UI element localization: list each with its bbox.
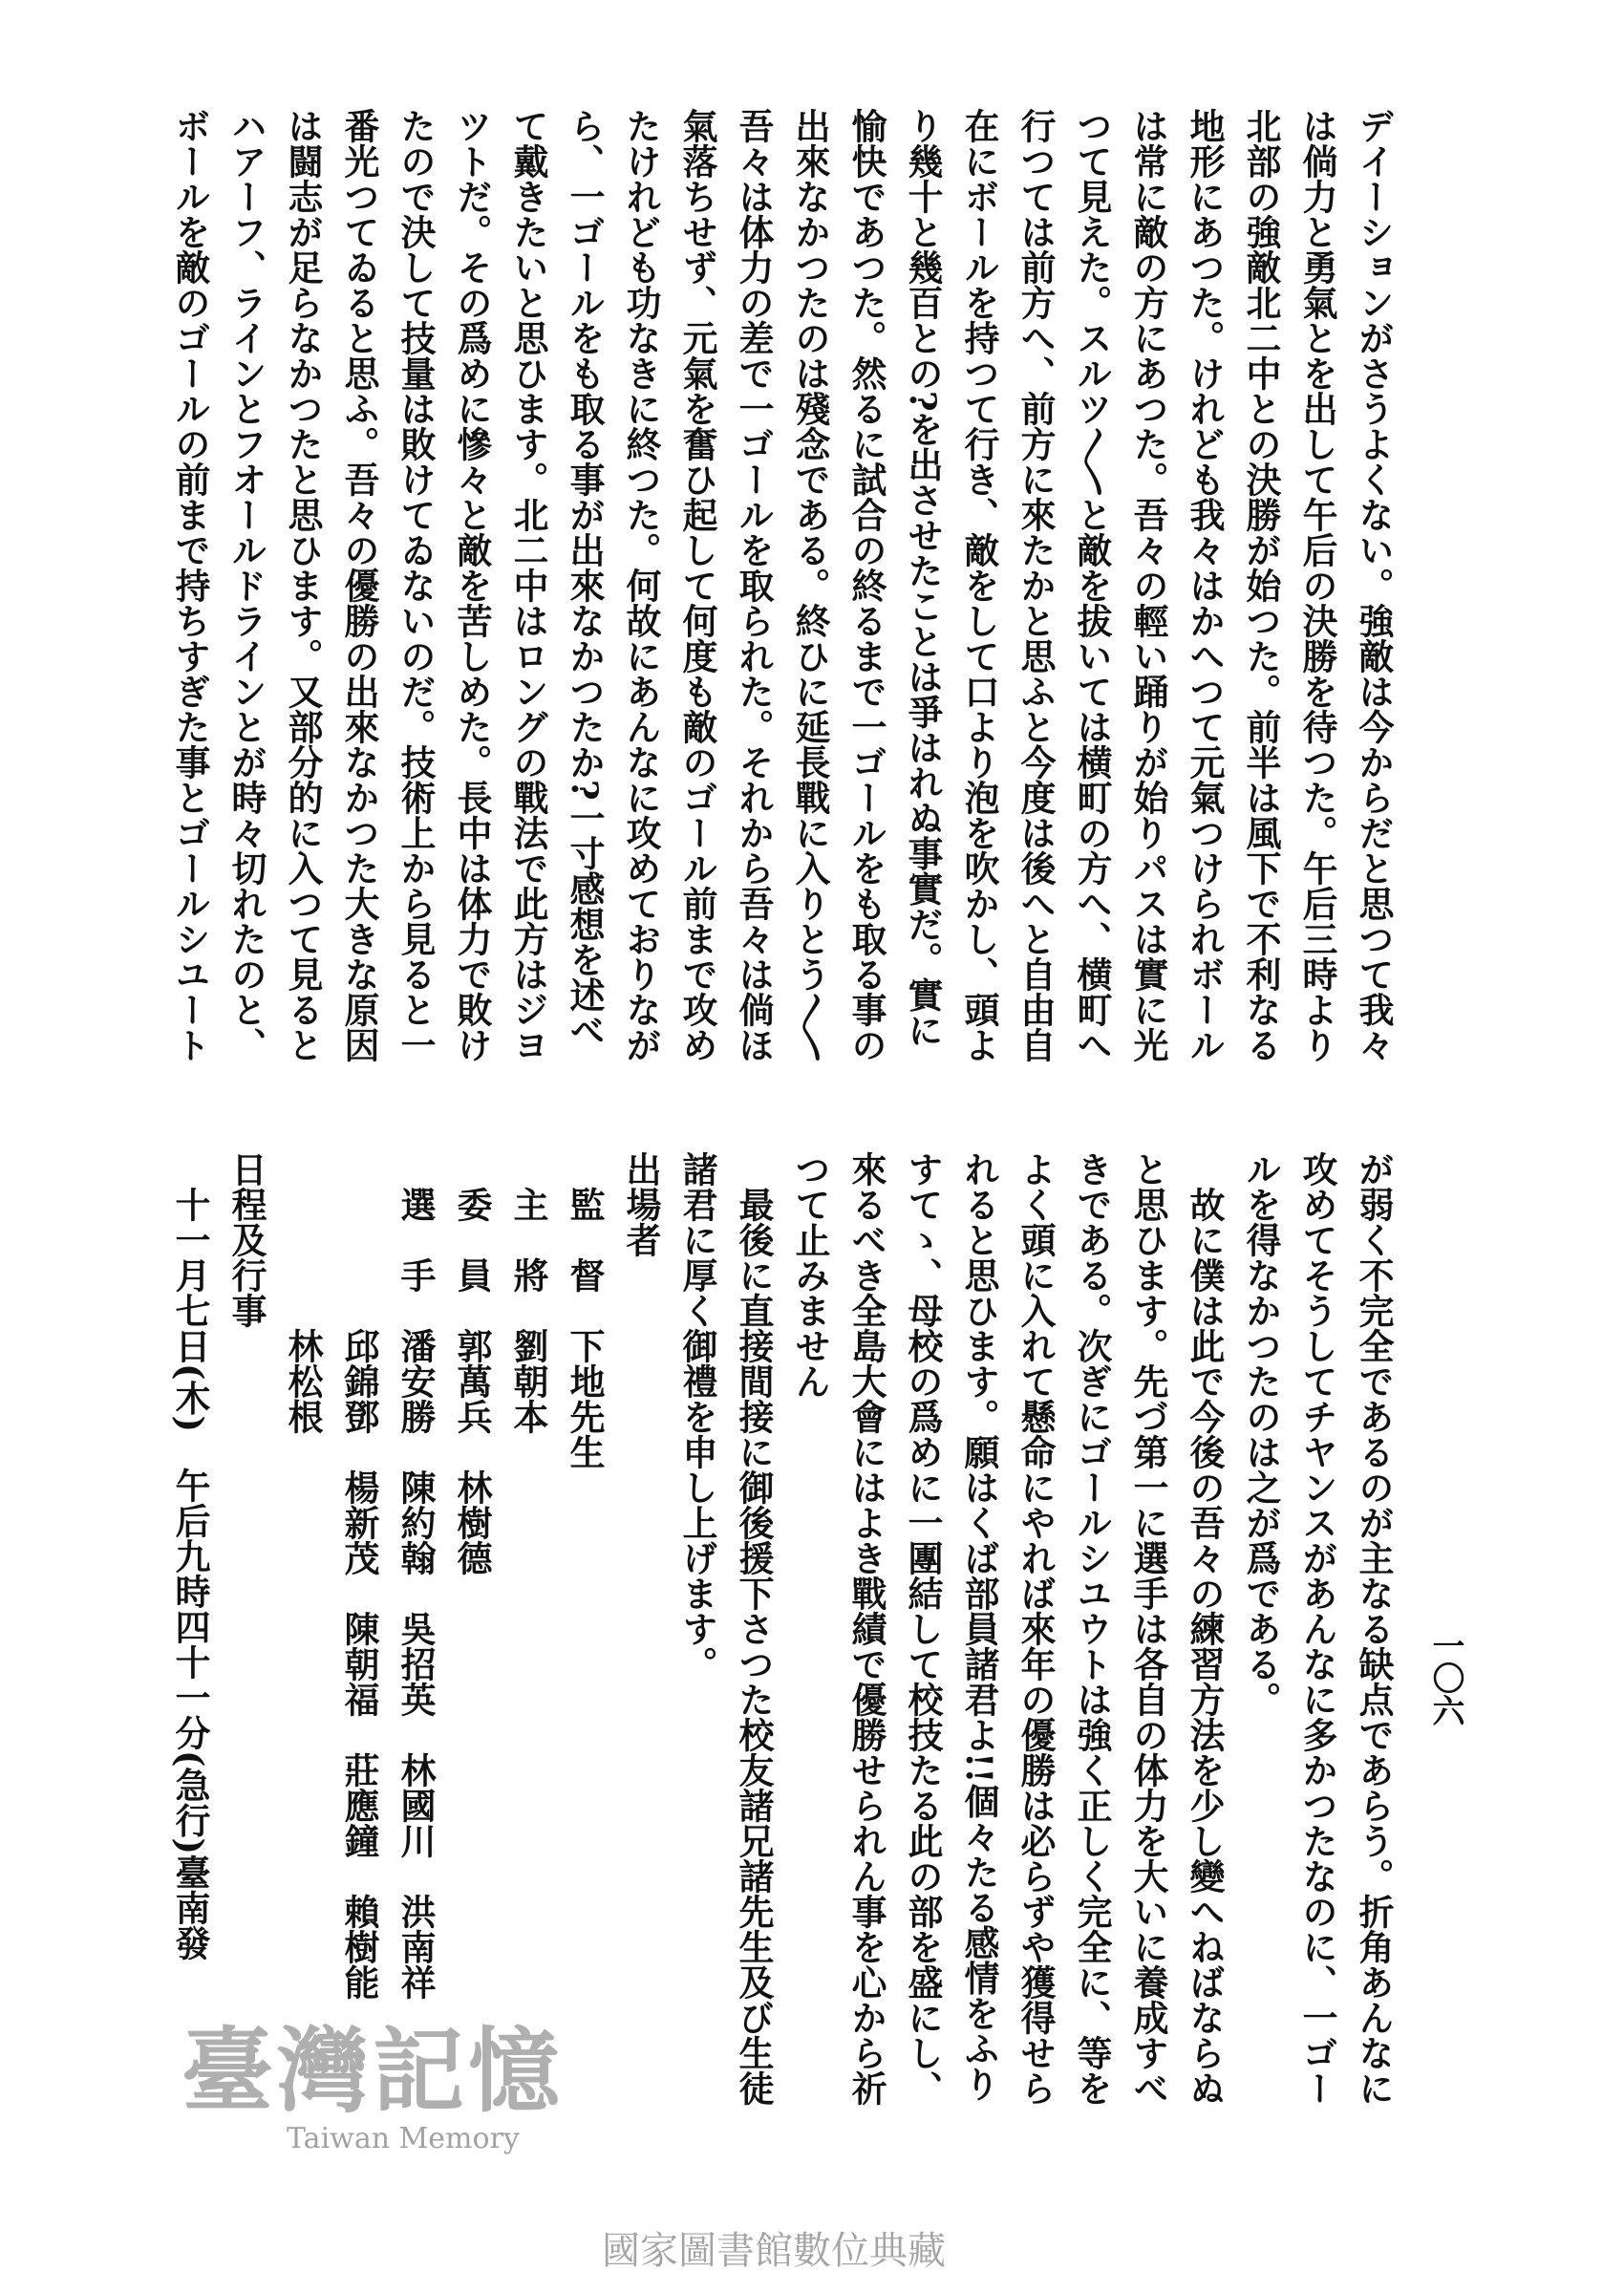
- text-column: 地形にあつた。けれども我々はかへつて元氣つけられボール: [1184, 108, 1226, 1062]
- watermark-subtitle: Taiwan Memory: [287, 2122, 520, 2155]
- text-column: は闘志が足らなかつたと思ひます。又部分的に入つて見ると: [282, 108, 324, 1062]
- page-number: 一〇六: [1426, 1629, 1464, 1726]
- text-column: 最後に直接間接に御後援下さつた校友諸兄諸先生及び生徒: [733, 1187, 775, 2106]
- text-column: ツトだ。その爲めに慘々と敵を苦しめた。長中は体力で敗け: [451, 108, 493, 1062]
- text-column: すてゝ、母校の爲めに一團結して校技たる此の部を盛にし、: [902, 1151, 944, 2106]
- text-column: 氣落ちせず、元氣を奮ひ起して何度も敵のゴール前まで攻め: [676, 108, 718, 1062]
- participants-heading: 出場者: [620, 1151, 662, 1257]
- text-column: は倘力と勇氣とを出して午后の決勝を待つた。午后三時より: [1296, 108, 1338, 1062]
- text-column: 來るべき全島大會にはよき戰績で優勝せられん事を心から祈: [845, 1151, 887, 2106]
- text-column: 吾々は体力の差で一ゴールを取られた。それから吾々は倘ほ: [733, 108, 775, 1062]
- text-column: と思ひます。先づ第一に選手は各自の体力を大いに養成すべ: [1127, 1151, 1169, 2106]
- text-column: が弱く不完全であるのが主なる缺点であらう。折角あんなに: [1353, 1151, 1395, 2106]
- text-column: 出來なかつたのは殘念である。終ひに延長戰に入りとう〱: [789, 108, 831, 1062]
- schedule-entry: 十一月七日(木) 午后九時四十一分(急行)臺南發: [169, 1187, 211, 1961]
- text-column: ルを得なかつたのは之が爲である。: [1240, 1151, 1282, 1717]
- text-column: り幾十と幾百との?を出させたことは爭はれぬ事實だ。實に: [902, 108, 944, 1048]
- text-column: 諸君に厚く御禮を申し上げます。: [676, 1151, 718, 1682]
- roster-captain: 主 將 劉朝本: [507, 1187, 549, 1434]
- text-column: ハアーフ、ラインとフオールドラインとが時々切れたのと、: [225, 108, 267, 1062]
- text-column: 番光つてゐると思ふ。吾々の優勝の出來なかつた大きな原因: [338, 108, 380, 1062]
- text-column: 行つては前方へ、前方に來たかと思ふと今度は後へと自由自: [1015, 108, 1057, 1062]
- text-column: デイーションがさうよくない。強敵は今からだと思つて我々: [1353, 108, 1395, 1062]
- text-column: は常に敵の方にあつた。吾々の輕い踊りが始りパスは實に光: [1127, 108, 1169, 1062]
- roster-players-cont: 邱錦鄧 楊新茂 陳朝福 莊應鐘 賴樹能: [338, 1187, 380, 2000]
- text-column: たけれども功なきに終つた。何故にあんなに攻めておりなが: [620, 108, 662, 1062]
- text-column: 愉快であつた。然るに試合の終るまで一ゴールをも取る事の: [845, 108, 887, 1062]
- watermark-title: 臺灣記憶: [182, 2017, 564, 2125]
- text-column: 故に僕は此で今後の吾々の練習方法を少し變へねばならぬ: [1184, 1187, 1226, 2106]
- roster-players-cont: 林松根: [282, 1187, 324, 1434]
- text-column: 北部の強敵北二中との決勝が始つた。前半は風下で不利なる: [1240, 108, 1282, 1062]
- text-column: ら、一ゴールをも取る事が出來なかつたか?一寸感想を述べ: [564, 108, 606, 1048]
- text-column: たので決して技量は敗けてゐないのだ。技術上から見ると一: [395, 108, 437, 1062]
- text-column: ボールを敵のゴールの前まで持ちすぎた事とゴールシユート: [169, 108, 211, 1062]
- watermark-logo: [182, 2017, 564, 2155]
- roster-supervisor: 監 督 下地先生: [564, 1187, 606, 1469]
- text-column: 在にボールを持つて行き、敵をして口より泡を吹かし、頭よ: [958, 108, 1000, 1062]
- library-footer: 國家圖書館數位典藏: [602, 2229, 946, 2273]
- roster-committee: 委 員 郭萬兵 林樹德: [451, 1187, 493, 1575]
- text-column: つて見えた。スルツ〱と敵を拔いては横町の方へ、横町へ: [1071, 108, 1113, 1062]
- text-column: て戴きたいと思ひます。北二中はロングの戰法で此方はジヨ: [507, 108, 549, 1062]
- text-column: れると思ひます。願はくば部員諸君よ!!個々たる感情をふり: [958, 1151, 1000, 2102]
- text-column: つて止みません: [789, 1151, 831, 1399]
- roster-players: 選 手 潘安勝 陳約翰 吳招英 林國川 洪南祥: [395, 1187, 437, 2000]
- schedule-heading: 日程及行事: [225, 1151, 267, 1328]
- text-column: よく頭に入れて懸命にやれば來年の優勝は必らずや獲得せら: [1015, 1151, 1057, 2106]
- text-column: きである。次ぎにゴールシユウトは強く正しく完全に、等を: [1071, 1151, 1113, 2106]
- text-column: 攻めてそうしてチヤンスがあんなに多かつたなのに、一ゴー: [1296, 1151, 1338, 2106]
